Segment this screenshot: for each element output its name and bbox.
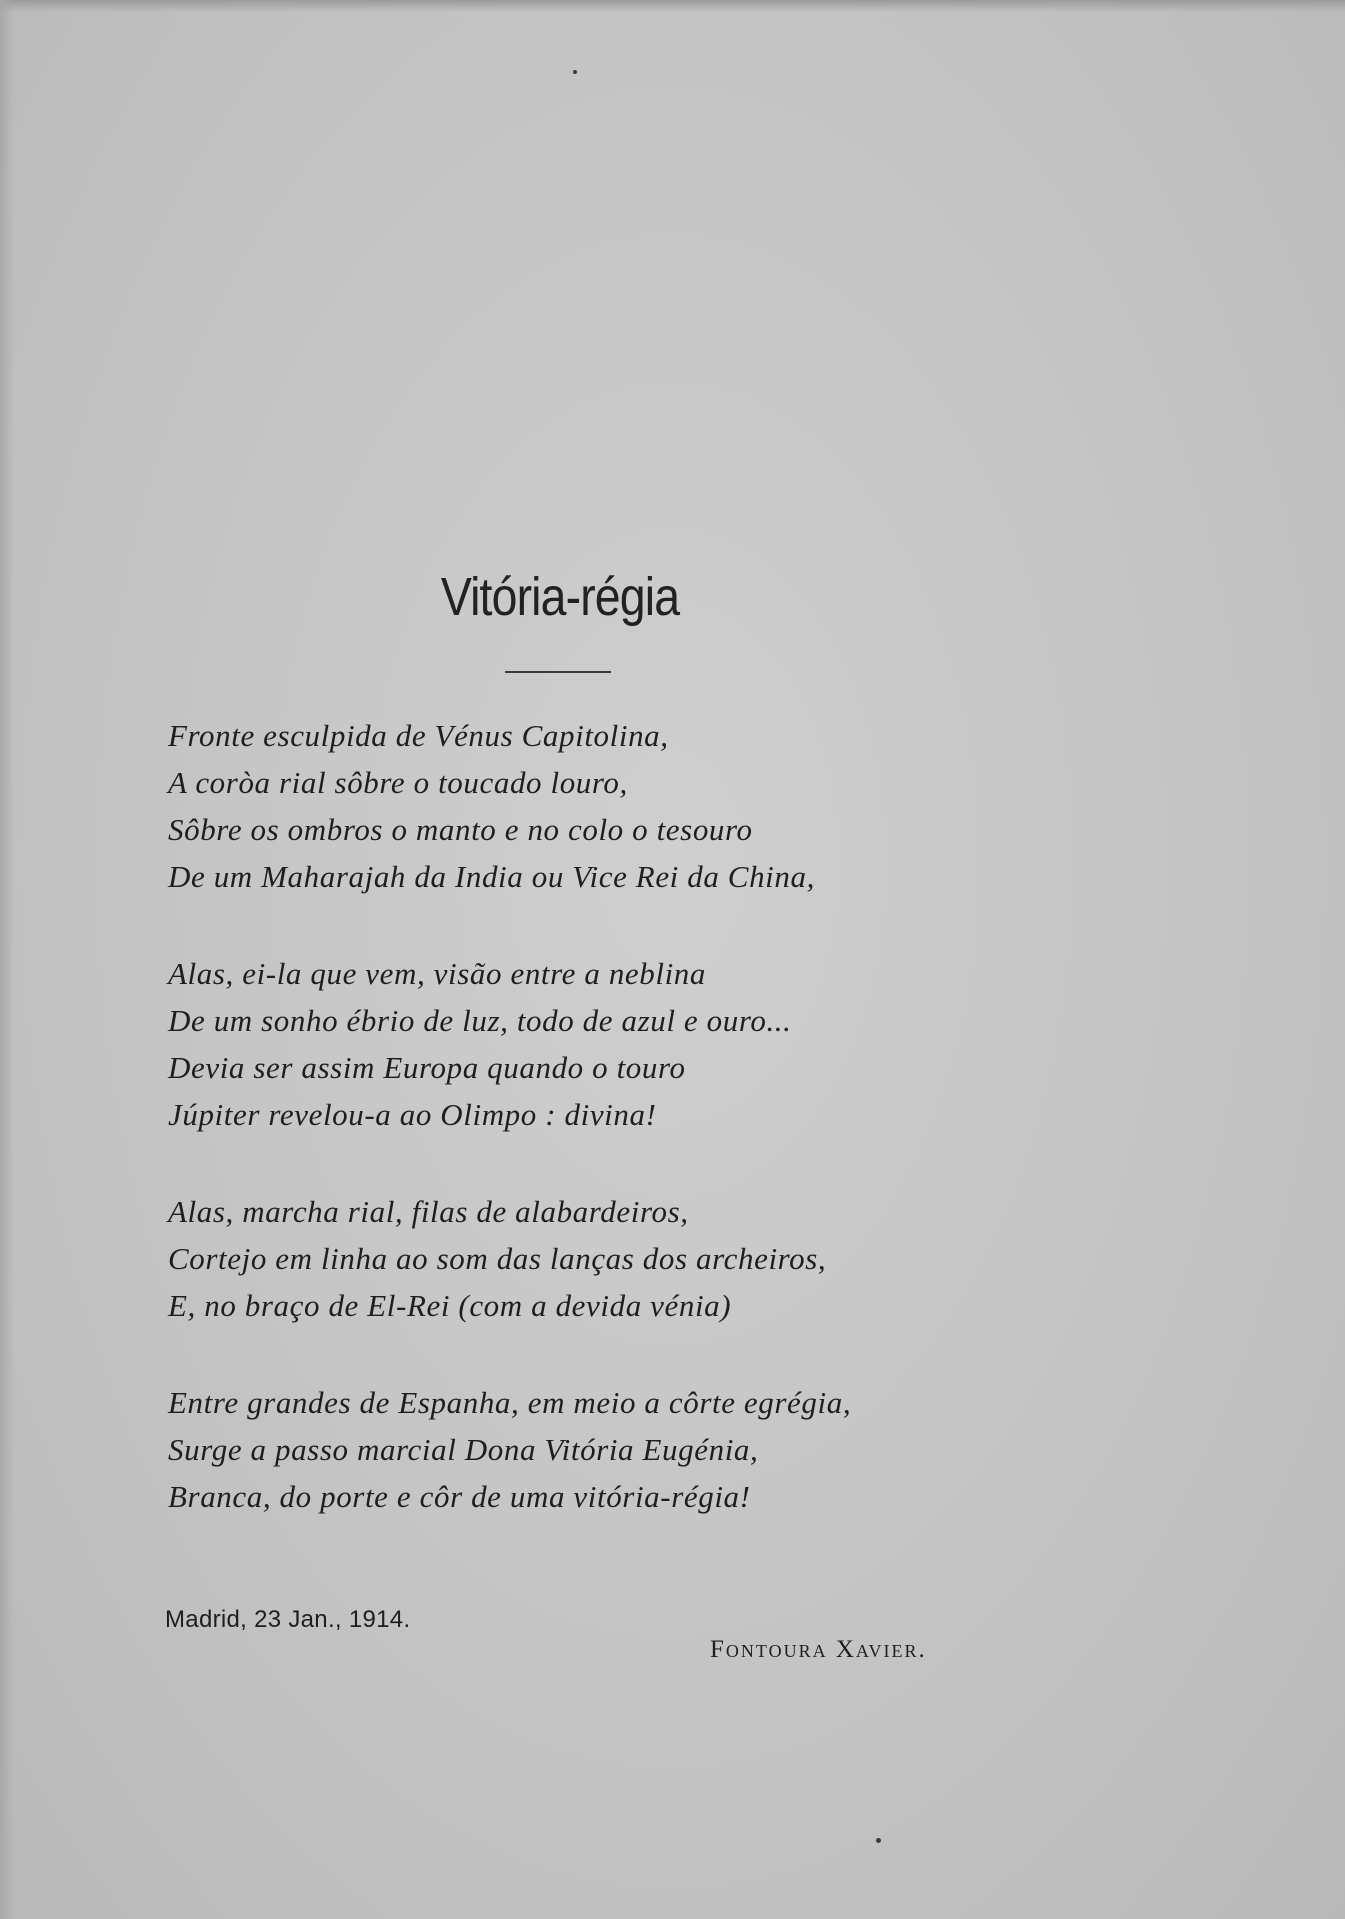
author-signature: Fontoura Xavier. <box>710 1636 927 1663</box>
poem-line: Surge a passo marcial Dona Vitória Eugénia, <box>168 1432 759 1467</box>
poem-line: De um Maharajah da India ou Vice Rei da China, <box>168 859 815 894</box>
stanza <box>168 1379 1168 1520</box>
stanza <box>168 712 1168 900</box>
page-left-edge-shadow <box>0 0 14 1919</box>
poem-line: Branca, do porte e côr de uma vitória-régia! <box>168 1479 751 1514</box>
poem-line: A coròa rial sôbre o toucado louro, <box>168 765 628 800</box>
poem-line: Alas, marcha rial, filas de alabardeiros, <box>168 1194 689 1229</box>
poem-line: Alas, ei-la que vem, visão entre a neblina <box>168 956 707 991</box>
stanza <box>168 950 1168 1138</box>
title-divider <box>505 671 611 673</box>
poem-line: Fronte esculpida de Vénus Capitolina, <box>168 718 669 753</box>
poem-line: Júpiter revelou-a ao Olimpo : divina! <box>168 1097 657 1132</box>
poem-line: De um sonho ébrio de luz, todo de azul e ouro... <box>168 1003 792 1038</box>
dateline: Madrid, 23 Jan., 1914. <box>165 1606 411 1633</box>
poem-line: Devia ser assim Europa quando o touro <box>168 1050 686 1085</box>
ink-speck <box>573 70 577 74</box>
poem-line: Sôbre os ombros o manto e no colo o tesouro <box>168 812 753 847</box>
poem-body <box>168 712 1168 1570</box>
stanza <box>168 1188 1168 1329</box>
poem-line: E, no braço de El-Rei (com a devida vénia) <box>168 1288 732 1323</box>
page-top-edge-shadow <box>0 0 1345 12</box>
poem-line: Entre grandes de Espanha, em meio a côrte egrégia, <box>168 1385 852 1420</box>
poem-title: Vitória-régia <box>440 567 680 627</box>
poem-line: Cortejo em linha ao som das lanças dos archeiros, <box>168 1241 827 1276</box>
ink-speck <box>876 1838 881 1843</box>
